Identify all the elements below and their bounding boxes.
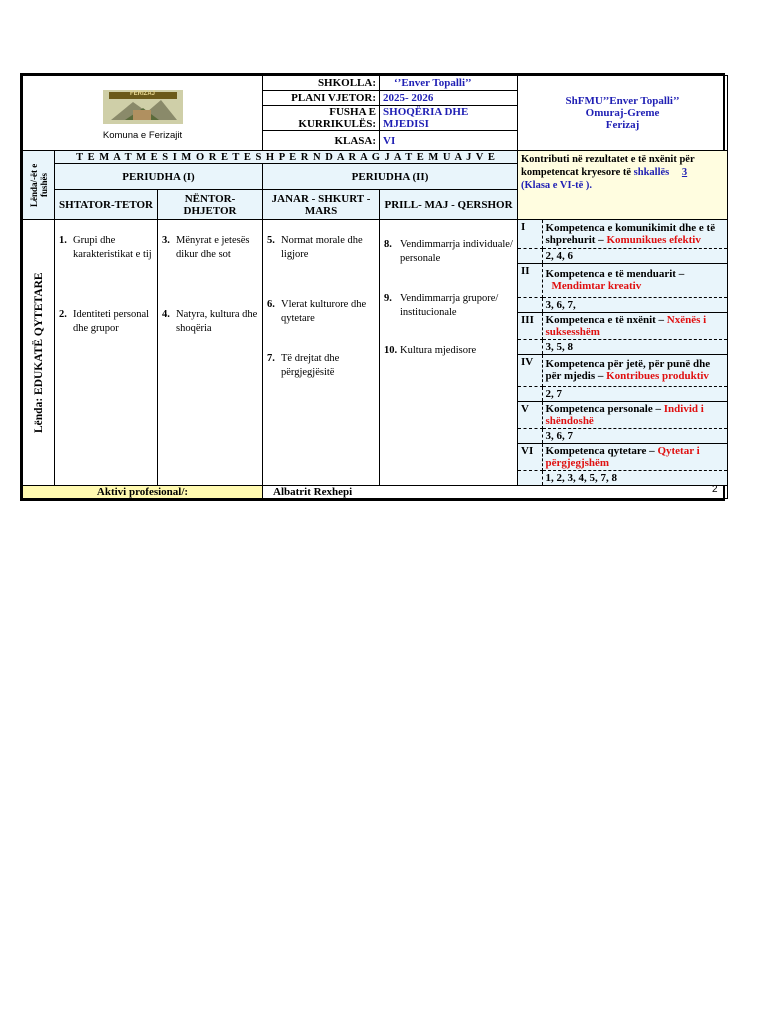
comp-role: Qytetar i përgjegjshëm <box>545 444 700 469</box>
topic-num: 10. <box>384 345 398 356</box>
grade-number: 3 <box>681 167 688 178</box>
contribution-header <box>518 151 728 220</box>
topic-title: Natyra, kultura dhe shoqëria <box>176 309 258 334</box>
comp-nums: 3, 5, 8 <box>542 339 727 354</box>
month-group-2: NËNTOR-DHJETOR <box>158 190 263 220</box>
comp-roman-spacer <box>518 248 542 263</box>
topic-item <box>59 234 153 262</box>
school-box-name: ShFMU’’Enver Topalli’’ <box>565 95 680 107</box>
plan-label: PLANI VJETOR: <box>263 91 380 106</box>
page-number: 2 <box>712 484 718 495</box>
school-label: SHKOLLA: <box>263 76 380 91</box>
month-group-1: SHTATOR-TETOR <box>55 190 158 220</box>
annual-plan-document <box>20 73 725 501</box>
topic-num: 8. <box>384 239 392 250</box>
topic-num: 1. <box>59 235 67 246</box>
comp-role: Komunikues efektiv <box>606 233 701 246</box>
topic-item <box>162 234 258 262</box>
competences-list <box>518 220 727 485</box>
class-label: KLASA: <box>263 131 380 151</box>
school-value: ‘’Enver Topalli’’ <box>380 76 518 91</box>
period-1: PERIUDHA (I) <box>55 164 263 190</box>
topics-col-1 <box>55 220 158 486</box>
comp-roman-spacer <box>518 339 542 354</box>
logo-banner: FERIZAJ <box>129 91 155 97</box>
topic-item <box>59 308 153 336</box>
topics-col-3 <box>263 220 380 486</box>
comp-name <box>542 220 727 248</box>
comp-roman: II <box>518 263 542 297</box>
subjects-side-label: Lënda/-ët e fushës <box>28 163 49 207</box>
comp-nums: 1, 2, 3, 4, 5, 7, 8 <box>545 471 618 484</box>
topic-num: 3. <box>162 235 170 246</box>
topic-item <box>384 344 513 358</box>
comp-title: Kompetenca e komunikimit dhe e të shprehurit – <box>545 221 716 246</box>
footer-value: Albatrit Rexhepi <box>263 486 728 499</box>
topic-title: Vlerat kulturore dhe qytetare <box>281 299 367 324</box>
comp-title: Kompetenca për jetë, për punë dhe për mjedis – <box>545 358 711 382</box>
comp-role: Nxënës i suksesshëm <box>545 313 707 338</box>
topic-title: Identiteti personal dhe grupor <box>73 309 150 334</box>
subjects-side-cell <box>23 151 55 220</box>
competences-cell <box>518 220 728 486</box>
comp-role: Individ i shëndoshë <box>545 402 704 427</box>
plan-value: 2025- 2026 <box>380 91 518 106</box>
comp-roman: V <box>518 401 542 428</box>
month-group-4: PRILL- MAJ - QERSHOR <box>380 190 518 220</box>
comp-roman: I <box>518 220 542 248</box>
comp-role: Kontribues produktiv <box>606 370 709 382</box>
comp-roman-spacer <box>518 386 542 401</box>
topic-title: Mënyrat e jetesës dikur dhe sot <box>176 235 250 260</box>
comp-name <box>542 443 727 470</box>
topic-item <box>384 238 513 266</box>
logo-cell <box>23 76 263 151</box>
topic-title: Vendimmarrja grupore/ institucionale <box>400 293 499 318</box>
topic-num: 4. <box>162 309 170 320</box>
topic-num: 7. <box>267 353 275 364</box>
comp-roman-spacer <box>518 297 542 312</box>
comp-roman-spacer <box>518 470 542 485</box>
comp-title: Kompetenca e të nxënit – <box>545 313 665 326</box>
comp-nums: 3, 6, 7 <box>542 428 727 443</box>
themes-title: T E M A T M E S I M O R E T E S H P E R N D A R A G J A T E M U A J V E <box>55 151 518 164</box>
comp-title: Kompetenca e të menduarit – <box>545 268 685 280</box>
comp-title: Kompetenca personale – <box>545 402 661 415</box>
logo-caption: Komuna e Ferizajit <box>102 130 183 141</box>
curriculum-label: FUSHA E KURRIKULËS: <box>263 106 380 131</box>
grade-class: (Klasa e VI-të ). <box>521 180 592 191</box>
topic-item <box>267 298 375 326</box>
class-value: VI <box>380 131 518 151</box>
month-group-3: JANAR - SHKURT - MARS <box>263 190 380 220</box>
comp-roman-spacer <box>518 428 542 443</box>
topic-item <box>267 352 375 380</box>
comp-name <box>542 354 727 386</box>
plan-table <box>22 75 728 499</box>
topic-item <box>384 292 513 320</box>
topic-num: 2. <box>59 309 67 320</box>
ferizaj-logo-icon <box>103 90 183 124</box>
topic-num: 5. <box>267 235 275 246</box>
comp-roman: VI <box>518 443 542 470</box>
footer-label: Aktivi profesional/: <box>23 486 263 499</box>
topics-col-4 <box>380 220 518 486</box>
school-box <box>518 76 728 151</box>
comp-name <box>542 312 727 339</box>
period-2: PERIUDHA (II) <box>263 164 518 190</box>
school-box-location: Omuraj-Greme <box>585 107 660 119</box>
comp-nums: 3, 6, 7, <box>542 297 727 312</box>
school-box-city: Ferizaj <box>605 119 640 131</box>
topic-num: 6. <box>267 299 275 310</box>
contribution-text: Kontributi në rezultatet e të nxënit për kompetencat kryesore të <box>521 154 695 178</box>
comp-roman: III <box>518 312 542 339</box>
topic-item <box>162 308 258 336</box>
topic-num: 9. <box>384 293 392 304</box>
comp-nums: 2, 7 <box>542 386 727 401</box>
topic-title: Vendimmarrja individuale/ personale <box>400 239 513 264</box>
curriculum-value: SHOQËRIA DHE MJEDISI <box>380 106 518 131</box>
topic-title: Normat morale dhe ligjore <box>281 235 363 260</box>
grade-word: shkallës <box>633 167 670 178</box>
comp-title: Kompetenca qytetare – <box>545 444 655 457</box>
comp-roman: IV <box>518 354 542 386</box>
comp-name <box>542 401 727 428</box>
topic-title: Të drejtat dhe përgjegjësitë <box>281 353 340 378</box>
topic-title: Kultura mjedisore <box>400 345 477 356</box>
subject-side-cell <box>23 220 55 486</box>
topics-col-2 <box>158 220 263 486</box>
topic-title: Grupi dhe karakteristikat e tij <box>73 235 152 260</box>
topic-item <box>267 234 375 262</box>
comp-role: Mendimtar kreativ <box>551 280 642 292</box>
subject-side-label: Lënda: EDUKATË QYTETARE <box>32 272 45 433</box>
comp-nums: 2, 4, 6 <box>542 248 727 263</box>
comp-name <box>542 263 727 297</box>
